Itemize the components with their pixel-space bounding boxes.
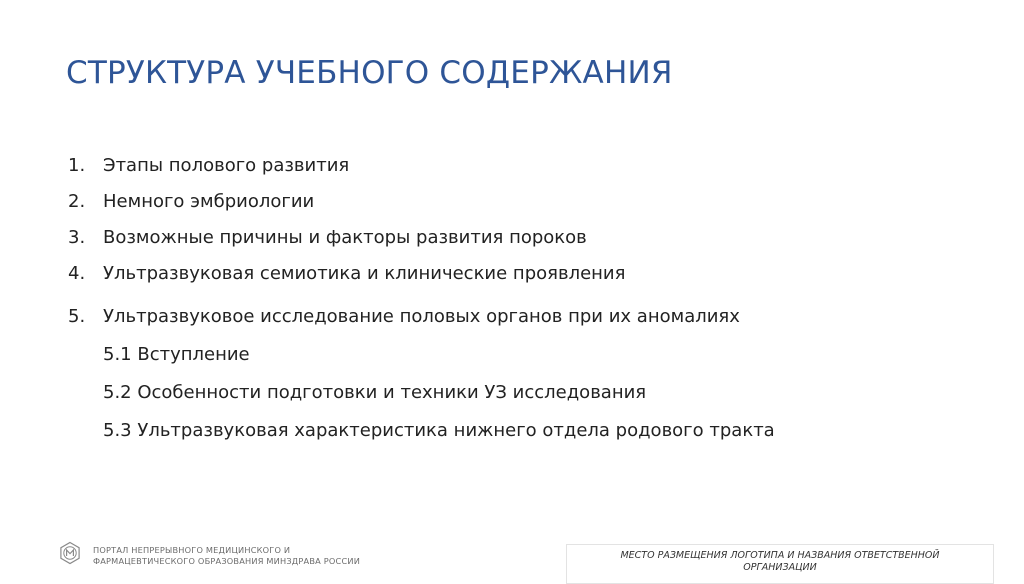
sub-list-item: 5.3 Ультразвуковая характеристика нижнего отдела родового тракта: [103, 420, 775, 441]
placeholder-line1: МЕСТО РАЗМЕЩЕНИЯ ЛОГОТИПА И НАЗВАНИЯ ОТВЕТСТВЕННОЙ: [620, 550, 940, 561]
portal-name-line1: ПОРТАЛ НЕПРЕРЫВНОГО МЕДИЦИНСКОГО И: [93, 545, 291, 555]
list-item-text: Ультразвуковое исследование половых органов при их аномалиях: [103, 306, 740, 327]
slide-title: СТРУКТУРА УЧЕБНОГО СОДЕРЖАНИЯ: [66, 55, 673, 91]
sub-list-item: 5.1 Вступление: [103, 344, 250, 365]
list-item-text: Этапы полового развития: [103, 155, 350, 176]
list-item-text: Немного эмбриологии: [103, 191, 315, 212]
list-item-number: 5.: [68, 306, 86, 327]
list-item-number: 2.: [68, 191, 86, 212]
list-item-number: 1.: [68, 155, 86, 176]
list-item-number: 4.: [68, 263, 86, 284]
placeholder-line2: ОРГАНИЗАЦИИ: [743, 562, 817, 573]
portal-name-line2: ФАРМАЦЕВТИЧЕСКОГО ОБРАЗОВАНИЯ МИНЗДРАВА РОССИИ: [93, 556, 361, 566]
portal-logo-icon: [58, 541, 82, 565]
sub-list-item: 5.2 Особенности подготовки и техники УЗ исследования: [103, 382, 647, 403]
list-item-number: 3.: [68, 227, 86, 248]
portal-name: [93, 545, 360, 567]
placeholder-text: [567, 550, 993, 574]
list-item-text: Ультразвуковая семиотика и клинические проявления: [103, 263, 626, 284]
list-item-text: Возможные причины и факторы развития пороков: [103, 227, 587, 248]
organization-logo-placeholder: [566, 544, 994, 584]
